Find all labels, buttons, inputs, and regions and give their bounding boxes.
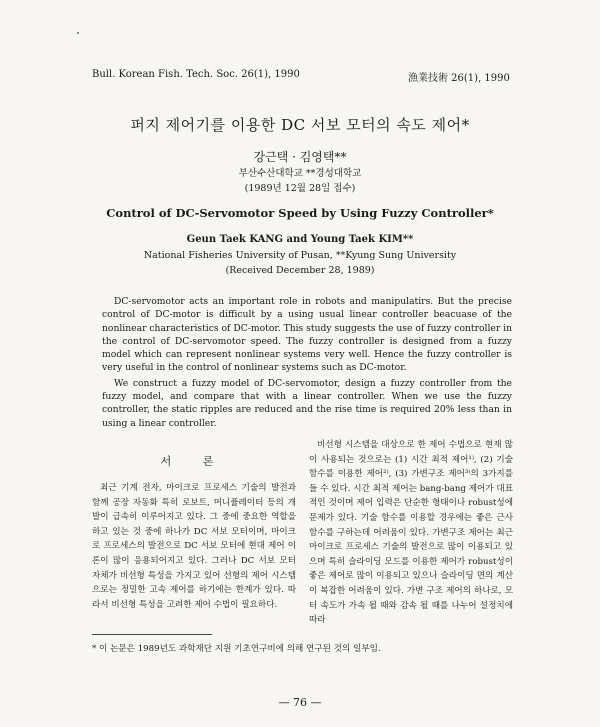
received-date-english: (Received December 28, 1989)	[225, 265, 375, 276]
authors-korean: 강근택 · 김영택**	[253, 150, 347, 164]
received-date-korean: (1989년 12월 28일 접수)	[244, 183, 356, 194]
affiliation-english: National Fisheries University of Pusan, **Kyung Sung University	[143, 250, 457, 261]
page-number: — 76 —	[278, 696, 322, 709]
body-column-right	[309, 438, 513, 628]
affiliation-korean: 부산수산대학교 **경성대학교	[238, 168, 362, 179]
body-column-left	[92, 481, 296, 612]
journal-header-cjk: 漁業技術 26(1), 1990	[408, 73, 510, 84]
body-paragraph-right: 비선형 시스템을 대상으로 한 제어 수법으로 현재 많이 사용되는 것으로는 (1) 시간 최적 제어¹⁾, (2) 기술 함수를 이용한 제어²⁾, (3) 가변구조 제어³⁾의 3가지를 들 수 있다. 시간 최적 제어는 bang-bang 제어가 대표적인 것이며 제어 입력은 단순한 형태이나 robust성에 문제가 있다. 기술 함수를 이용할 경우에는 좋은 근사 함수를 구하는데 어려움이 있다. 가변구조 제어는 최근 마이크로 프로세스 기술의 발전으로 많이 이용되고 있으며 특히 슬라이딩 모드를 이용한 제어가 robust성이 좋은 제어로 많이 이용되고 있으나 슬라이딩 면의 계산이 복잡한 어려움이 있다. 가변 구조 제어의 하나로, 모터 속도가 가속 될 때와 감속 될 때를 나누어 설정치에 따라	[309, 440, 513, 626]
footnote-rule	[92, 634, 212, 635]
paper-title-korean: 퍼지 제어기를 이용한 DC 서보 모터의 속도 제어*	[130, 116, 470, 134]
paper-title-english: Control of DC-Servomotor Speed by Using Fuzzy Controller*	[106, 206, 494, 220]
journal-header-en: Bull. Korean Fish. Tech. Soc. 26(1), 1990	[92, 69, 300, 80]
abstract-paragraph-2: We construct a fuzzy model of DC-servomotor, design a fuzzy controller from the fuzzy model, and compare that with a linear controller. When we use the fuzzy controller, the static ripples are reduced and the rise time is required 20% less than in using a linear controller.	[102, 377, 512, 429]
abstract-paragraph-1: DC-servomotor acts an important role in robots and manipulatirs. But the precise control of DC-motor is difficult by a using usual linear controller beacuase of the nonlinear characteristics of DC-motor. This study suggests the use of fuzzy controller in the control of DC-servomotor speed. The fuzzy controller is designed from a fuzzy model which can represent nonlinear systems very well. Hence the fuzzy controller is very useful in the control of nonlinear systems such as DC-motor.	[102, 296, 512, 374]
body-paragraph-left: 최근 기계 전자, 마이크로 프로세스 기술의 발전과 함께 공장 자동화 특히 로보트, 머니퓰레이터 등의 개발이 급속히 이루어지고 있다. 그 중에 중요한 역할을 하고 있는 것 중에 하나가 DC 서보 모터이며, 마이크로 프로세스의 발전으로 DC 서보 모터에 현대 제어 이론이 많이 응용되어지고 있다. 그러나 DC 서보 모터 자체가 비선형 특성을 가지고 있어 선형의 제어 시스템으로는 정밀한 고속 제어를 하기에는 한계가 있다. 따라서 비선형 특성을 고려한 제어 수법이 필요하다.	[92, 483, 296, 610]
authors-english: Geun Taek KANG and Young Taek KIM**	[186, 234, 414, 245]
scan-speck	[77, 32, 79, 34]
abstract	[102, 295, 512, 430]
footnote: * 이 논문은 1989년도 과학재단 지원 기초연구비에 의해 연구된 것의 일부임.	[92, 644, 381, 654]
section-heading-introduction: 서 론	[160, 455, 228, 468]
